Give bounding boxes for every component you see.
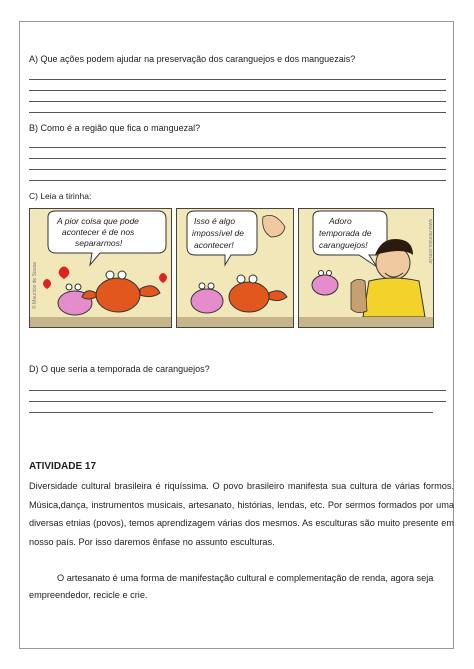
answer-line-b3[interactable] bbox=[29, 169, 446, 170]
website-text: www.monica.com.br bbox=[427, 219, 433, 264]
orange-crab bbox=[229, 282, 269, 312]
comic-panel-3 bbox=[298, 208, 434, 328]
answer-line-b2[interactable] bbox=[29, 158, 446, 159]
bubble-3-line-1: Adoro bbox=[329, 216, 352, 226]
comic-panel-3-art bbox=[299, 209, 434, 328]
sack bbox=[351, 279, 367, 312]
answer-line-a3[interactable] bbox=[29, 101, 446, 102]
bubble-1-line-2: acontecer é de nos bbox=[62, 227, 135, 237]
activity-paragraph-2: O artesanato é uma forma de manifestação cultural e complementação de renda, agora seja empreendedor, recicle e crie. bbox=[29, 573, 434, 600]
answer-line-b1[interactable] bbox=[29, 147, 446, 148]
activity-title: ATIVIDADE 17 bbox=[29, 461, 97, 472]
pink-crab bbox=[191, 289, 223, 313]
bubble-2-line-2: impossível de bbox=[192, 228, 244, 238]
activity-paragraph-1: Diversidade cultural brasileira é riquíssima. O povo brasileiro manifesta sua cultura de várias formos. Música,dança, instrumentos musicais, artesanato, histórias, lendas, etc. Por sermos formados por uma diversas etnias (povos), temos aprendizagem várias dos mesmos. As esculturas são muito presente em nosso país. Por isso daremos ênfase no assunto esculturas. bbox=[29, 481, 454, 547]
question-d: D) O que seria a temporada de caranguejos? bbox=[29, 364, 210, 374]
question-a: A) Que ações podem ajudar na preservação dos caranguejos e dos manguezais? bbox=[29, 54, 356, 64]
answer-line-d2[interactable] bbox=[29, 401, 446, 402]
copyright-text: © Maurício de Sousa bbox=[32, 262, 38, 309]
comic-strip bbox=[29, 208, 434, 328]
bubble-3-line-2: temporada de bbox=[319, 228, 372, 238]
comic-panel-1-art bbox=[30, 209, 172, 328]
page-border bbox=[19, 21, 454, 649]
bubble-2-line-1: Isso é algo bbox=[194, 216, 236, 226]
comic-panel-2 bbox=[176, 208, 294, 328]
answer-line-a1[interactable] bbox=[29, 79, 446, 80]
bubble-2-line-3: acontecer! bbox=[194, 240, 234, 250]
answer-line-a2[interactable] bbox=[29, 90, 446, 91]
answer-line-a4[interactable] bbox=[29, 112, 446, 113]
comic-panel-2-art bbox=[177, 209, 294, 328]
bubble-1-line-3: separarmos! bbox=[75, 238, 123, 248]
question-b: B) Como é a região que fica o manguezal? bbox=[29, 123, 201, 133]
bubble-3-line-3: caranguejos! bbox=[319, 240, 368, 250]
pink-crab bbox=[312, 275, 338, 295]
boy-shirt bbox=[363, 278, 425, 317]
question-c: C) Leia a tirinha: bbox=[29, 191, 92, 201]
answer-line-d3[interactable] bbox=[29, 412, 433, 413]
answer-line-b4[interactable] bbox=[29, 180, 446, 181]
comic-panel-1 bbox=[29, 208, 172, 328]
orange-crab bbox=[96, 278, 140, 312]
answer-line-d1[interactable] bbox=[29, 390, 446, 391]
bubble-1-line-1: A pior coisa que pode bbox=[57, 216, 139, 226]
